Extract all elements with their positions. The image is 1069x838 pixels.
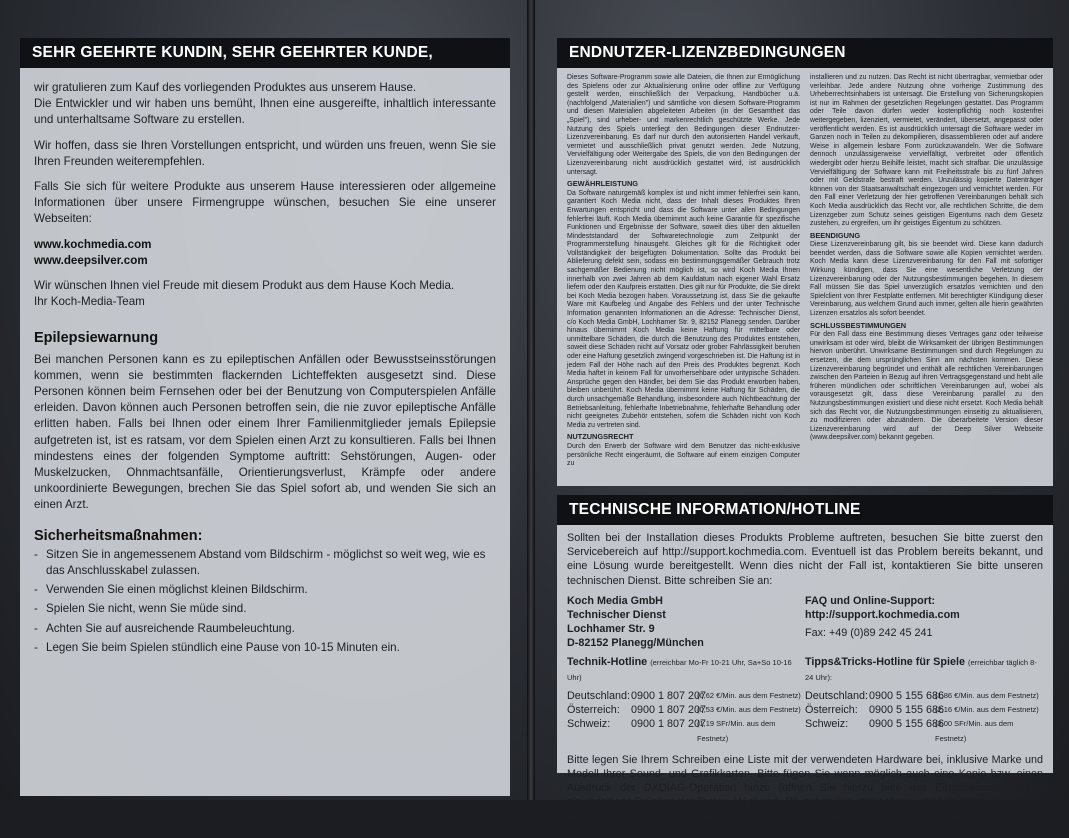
hotline-price: (3,00 SFr/Min. aus dem Festnetz)	[935, 719, 1014, 743]
epilepsy-heading: Epilepsiewarnung	[34, 330, 159, 347]
safety-item: - Verwenden Sie einen möglichst kleinen Bildschirm.	[34, 582, 496, 598]
fax-number: Fax: +49 (0)89 242 45 241	[805, 627, 933, 640]
hotline-row	[567, 655, 1043, 746]
tips-hotline-title: Tipps&Tricks-Hotline für Spiele	[805, 655, 965, 668]
hotline-price: (1,86 €/Min. aus dem Festnetz)	[935, 691, 1039, 701]
hotline-country: Österreich:	[567, 704, 620, 717]
safety-item: - Legen Sie beim Spielen stündlich eine Pause von 10-15 Minuten ein.	[34, 640, 496, 656]
eula-section-heading: BEENDIGUNG	[810, 230, 861, 240]
eula-text: Durch den Erwerb der Software wird dem Benutzer das nicht-exklusive persönliche Recht eingeräumt, die Software auf einem einzigen Computer zu	[567, 442, 800, 468]
online-support	[805, 594, 1043, 651]
eula-column-1	[567, 74, 800, 469]
hotline-price: (0,62 €/Min. aus dem Festnetz)	[697, 691, 801, 701]
tech-hotline-table	[567, 689, 805, 746]
hotline-country: Schweiz:	[567, 718, 611, 731]
safety-list	[34, 547, 496, 656]
hotline-number[interactable]: 0900 5 155 686	[869, 690, 945, 703]
epilepsy-text: Bei manchen Personen kann es zu epileptischen Anfällen oder Bewusstseinsstörungen kommen, wenn sie bestimmten flackernden Lichteffekten ausgesetzt sind. Diese Personen können beim Fernsehen oder bei der Benutzung von Computerspielen Anfälle erleiden. Davon können auch Personen betroffen sein, die nie zuvor epileptische Anfälle erlitten haben. Falls bei Ihnen oder einem Ihrer Familienmitglieder jemals Epilepsie aufgetreten ist, ist es ratsam, vor dem Spielen einen Arzt zu konsultieren. Falls bei Ihnen mindestens eines der folgenden Symptome auftritt: Sehstörungen, Augen- oder Muskelzucken, Ohnmachtsanfälle, Orientierungsverlust, Krämpfe oder andere unkoordinierte Bewegungen, brechen Sie das Spiel sofort ab, und wenden Sie sich an einen Arzt.	[34, 352, 496, 512]
hotline-price: (0,53 €/Min. aus dem Festnetz)	[697, 705, 801, 715]
tech-banner: TECHNISCHE INFORMATION/HOTLINE	[557, 495, 1053, 525]
safety-item: - Achten Sie auf ausreichende Raumbeleuchtung.	[34, 621, 496, 637]
address-line: Technischer Dienst	[567, 609, 666, 622]
eula-text: Dieses Software-Programm sowie alle Dateien, die Ihnen zur Ermöglichung des Spielens oder zur Aktualisierung online oder offline zur Verfügung gestellt werden, einschließlich der Verpackung, Handbücher u.ä. (nachfolgend „Materialien") und sämtliche von diesem Software-Programm und diesen Materialien abgeleiteten Arbeiten (in der Gesamtheit das „Spiel"), sind urheber- und markenrechtlich geschützte Werke. Jede Nutzung des Spiels unterliegt den Bedingungen dieser Endnutzer-Lizenzvereinbarung. Es darf nur durch den autorisierten Handel verkauft, vermietet und ausschließlich privat genutzt werden. Jede Nutzung, Vervielfältigung oder Weitergabe des Spiels, die von den Bedingungen der Lizenzvereinbarung nicht ausdrücklich gestattet wird, ist ausdrücklich untersagt.	[567, 74, 800, 176]
eula-section-heading: NUTZUNGSRECHT	[567, 432, 634, 442]
safety-item: - Spielen Sie nicht, wenn Sie müde sind.	[34, 601, 496, 617]
eula-section-heading: SCHLUSSBESTIMMUNGEN	[810, 320, 907, 330]
tips-hotline	[805, 655, 1043, 746]
safety-item: - Sitzen Sie in angemessenem Abstand vom Bildschirm - möglichst so weit weg, wie es das Anschlusskabel zulassen.	[34, 547, 496, 579]
intro-paragraph-3: Wir hoffen, dass sie Ihren Vorstellungen entspricht, und würden uns freuen, wenn Sie sie Ihren Freunden weiterempfehlen.	[34, 138, 496, 168]
tips-hotline-table	[805, 689, 1043, 746]
eula-text: installieren und zu nutzen. Das Recht ist nicht übertragbar, vermietbar oder verleihbar. Jede andere Nutzung ohne vorherige Zustimmung des Urheberrechtsinhabers ist untersagt. Die Erstellung von Sicherungskopien ist nur im Rahmen der gesetzlichen Regelungen gestattet. Das Programm oder Teile davon dürfen weder kostenpflichtig noch kostenfrei weitergegeben, lizenziert, vermietet, verändert, übersetzt, angepasst oder veröffentlicht werden. Es ist ausdrücklich untersagt die Software weder im Ganzen noch in Teilen zu dekompilieren, disassemblieren oder auf andere Weise in allgemein lesbare Form zurückzuwandeln. Wer die Software dennoch unzulässigerweise vervielfältigt, verbreitet oder öffentlich wiedergibt oder hierzu Beihilfe leistet, macht sich strafbar. Die unzulässige Vervielfältigung der Software kann mit Freiheitsstrafe bis zu fünf Jahren oder mit Geldstrafe bestraft werden. Unzulässig kopierte Datenträger können von der Staatsanwaltschaft eingezogen und vernichtet werden. Für den Fall einer Verletzung der hier getroffenen Vereinbarungen behält sich Koch Media ausdrücklich das Recht vor, alle rechtlichen Schritte, die dem Lizenzgeber zum Schutz seines geistigen Eigentums nach dem Gesetz zustehen, zu ergreifen, um ihr geistiges Eigentum zu schützen.	[810, 74, 1043, 228]
tech-outro: Bitte legen Sie Ihrem Schreiben eine Liste mit der verwendeten Hardware bei, inklusive Marke und Modell Ihrer Sound- und Grafikkarten. Bitte fügen Sie wenn möglich auch eine Kopie bzw. einen Ausdruck der DXDIAG-Operation hinzu (öffnen Sie hierzu bitte das Eingabefenster durch gleichzeitiges Drücken der Tasten „Win" und „R", geben Sie „dxdiag" ein, und bestätigen Sie mit der Eingabetaste). Führen Sie neben Ihrer Adresse auch Ihre Telefonnummer und die Tageszeit an, zu der wir Sie am besten erreichen können.	[567, 753, 1043, 837]
address-line: Lochhamer Str. 9	[567, 623, 655, 636]
signature-text: Ihr Koch-Media-Team	[34, 295, 145, 309]
safety-heading: Sicherheitsmaßnahmen:	[34, 527, 203, 544]
eula-panel	[557, 68, 1053, 486]
left-content-panel	[20, 68, 510, 796]
eula-section-heading: GEWÄHRLEISTUNG	[567, 179, 639, 189]
tech-hotline-title: Technik-Hotline	[567, 655, 648, 668]
hotline-number[interactable]: 0900 5 155 686	[869, 718, 945, 731]
hotline-country: Deutschland:	[805, 690, 869, 703]
tips-hotline-hours: (erreichbar täglich 8-24 Uhr):	[805, 657, 1037, 682]
eula-column-2	[810, 74, 1043, 469]
hotline-price: (2,16 €/Min. aus dem Festnetz)	[935, 705, 1039, 715]
right-page	[535, 0, 1069, 837]
eula-banner: ENDNUTZER-LIZENZBEDINGUNGEN	[557, 38, 1053, 68]
faq-link[interactable]: http://support.kochmedia.com	[805, 609, 960, 622]
eula-text: Da Software naturgemäß komplex ist und nicht immer fehlerfrei sein kann, garantiert Koch Media nicht, dass der Inhalt dieses Produktes Ihren Erwartungen entspricht und dass die Software unter allen Bedingungen fehlerfrei läuft. Koch Media übernimmt auch keine Garantie für spezifische Funktionen und Ergebnisse der Software, soweit dies über den aktuellen Mindeststandard der Softwaretechnologie zum Zeitpunkt der Programmerstellung hinausgeht. Gleiches gilt für die Richtigkeit oder Vollständigkeit der beigefügten Dokumentation. Sollte das Produkt bei Ablieferung defekt sein, sodass ein bestimmungsgemäßer Gebrauch trotz sachgemäßer Bedienung nicht möglich ist, so wird Koch Media Ihnen innerhalb von zwei Jahren ab dem Kaufdatum nach eigener Wahl Ersatz liefern oder den Kaufpreis erstatten. Dies gilt nur für Produkte, die Sie direkt bei Koch Media bezogen haben. Voraussetzung ist, dass Sie die gekaufte Ware mit Kaufbeleg und Angabe des Fehlers und der unter Technische Information genannten Informationen an die Adresse: Technischer Dienst, c/o Koch Media GmbH, Lochhamer Str. 9, 82152 Planegg senden. Darüber hinaus übernimmt Koch Media keine Haftung für mittelbare oder unmittelbare Schäden, die durch die Benutzung des Produktes entstehen, soweit diese Schäden nicht auf Vorsatz oder grober Fahrlässigkeit beruhen oder eine Haftung gesetzlich zwingend vorgeschrieben ist. Die Haftung ist in jedem Fall der Höhe nach auf den Preis des Produktes begrenzt. Koch Media haftet in keinem Fall für unvorhersehbare oder untypische Schäden. Ansprüche gegen den Händler, bei dem Sie das Produkt erworben haben, bleiben unberührt. Koch Media übernimmt keine Haftung für Schäden, die durch unsachgemäße Behandlung, insbesondere auch Nichtbeachtung der Betriebsanleitung, fehlerhafte Inbetriebnahme, fehlerhafte Behandlung oder nicht geeignetes Zubehör entstehen, sofern die Schäden nicht von Koch Media zu vertreten sind.	[567, 189, 800, 429]
intro-paragraph-4: Falls Sie sich für weitere Produkte aus unserem Hause interessieren oder allgemeine Informationen über unsere Firmengruppe wünschen, besuchen Sie eine unserer Webseiten:	[34, 180, 496, 226]
tech-hotline	[567, 655, 805, 746]
booklet-spine	[527, 0, 535, 800]
hotline-number[interactable]: 0900 1 807 207	[631, 690, 707, 703]
address-line: Koch Media GmbH	[567, 594, 663, 607]
link-kochmedia[interactable]: www.kochmedia.com	[34, 237, 152, 251]
tech-hotline-hours: (erreichbar Mo-Fr 10-21 Uhr, Sa+So 10-16 Uhr)	[567, 657, 792, 682]
eula-columns	[567, 74, 1043, 469]
hotline-number[interactable]: 0900 1 807 207	[631, 704, 707, 717]
tech-intro: Sollten bei der Installation dieses Produkts Probleme auftreten, besuchen Sie bitte zuerst den Servicebereich auf http://support.kochmedia.com. Eventuell ist das Problem bereits bekannt, und eine Lösung wurde bereitgestellt. Wenn dies nicht der Fall ist, kontaktieren Sie bitte unseren technischen Dienst. Bitte schreiben Sie an:	[567, 532, 1043, 587]
address-line: D-82152 Planegg/München	[567, 637, 704, 650]
eula-text: Für den Fall dass eine Bestimmung dieses Vertrages ganz oder teilweise unwirksam ist oder wird, bleibt die Wirksamkeit der übrigen Bestimmungen hiervon unberührt. Unwirksame Bestimmungen sind durch Regelungen zu ersetzen, die dem ursprünglichen Sinn am nächsten kommen. Diese Lizenzvereinbarung begründet und enthält alle rechtlichen Vereinbarungen zwischen den Parteien in Bezug auf ihren Vertragsgegenstand und hebt alle früheren mündlichen oder schriftlichen Vereinbarungen auf, wobei als vorausgesetzt gilt, dass diese Vereinbarung parallel zu den Nutzungsbestimmungen existiert und diese nicht ersetzt. Koch Media behält sich das Recht vor, die Nutzungsbestimmungen einseitig zu aktualisieren, zu modifizieren oder abzuändern. Die überarbeitete Version dieser Lizenzvereinbarung wird auf der Deep Silver Webseite (www.deepsilver.com) bekannt gegeben.	[810, 331, 1043, 442]
hotline-country: Österreich:	[805, 704, 858, 717]
greeting-banner: SEHR GEEHRTE KUNDIN, SEHR GEEHRTER KUNDE,	[20, 38, 510, 68]
postal-address	[567, 594, 805, 651]
left-page	[0, 0, 527, 800]
contact-row	[567, 594, 1043, 651]
intro-paragraph-2: Die Entwickler und wir haben uns bemüht, Ihnen eine ausgereifte, inhaltlich interessante und unterhaltsame Software zu erstellen.	[34, 97, 496, 127]
hotline-number[interactable]: 0900 1 807 207	[631, 718, 707, 731]
hotline-price: (1,19 SFr/Min. aus dem Festnetz)	[697, 719, 776, 743]
tech-panel	[557, 525, 1053, 837]
hotline-country: Schweiz:	[805, 718, 849, 731]
link-deepsilver[interactable]: www.deepsilver.com	[34, 253, 148, 267]
closing-text: Wir wünschen Ihnen viel Freude mit diesem Produkt aus dem Hause Koch Media.	[34, 279, 455, 293]
hotline-number[interactable]: 0900 5 155 686	[869, 704, 945, 717]
eula-text: Diese Lizenzvereinbarung gilt, bis sie beendet wird. Diese kann dadurch beendet werden, dass die Software sowie alle Kopien vernichtet werden. Koch Media kann diese Lizenzvereinbarung für den Fall mit sofortiger Wirkung kündigen, dass Sie eine wesentliche Verletzung der Lizenzvereinbarung oder der Nutzungsbestimmungen begehen. In diesem Fall müssen Sie das Spiel unverzüglich ersatzlos vernichten und den Spielclient von Ihrer Festplatte entfernen. Mit berechtigter Kündigung dieser Vereinbarung, aus welchem Grund auch immer, gelten alle hierin gewährten Lizenzen ersatzlos als sofort beendet.	[810, 241, 1043, 318]
hotline-country: Deutschland:	[567, 690, 631, 703]
faq-title: FAQ und Online-Support:	[805, 594, 936, 607]
intro-paragraph-1: wir gratulieren zum Kauf des vorliegenden Produktes aus unserem Hause.	[34, 81, 417, 94]
